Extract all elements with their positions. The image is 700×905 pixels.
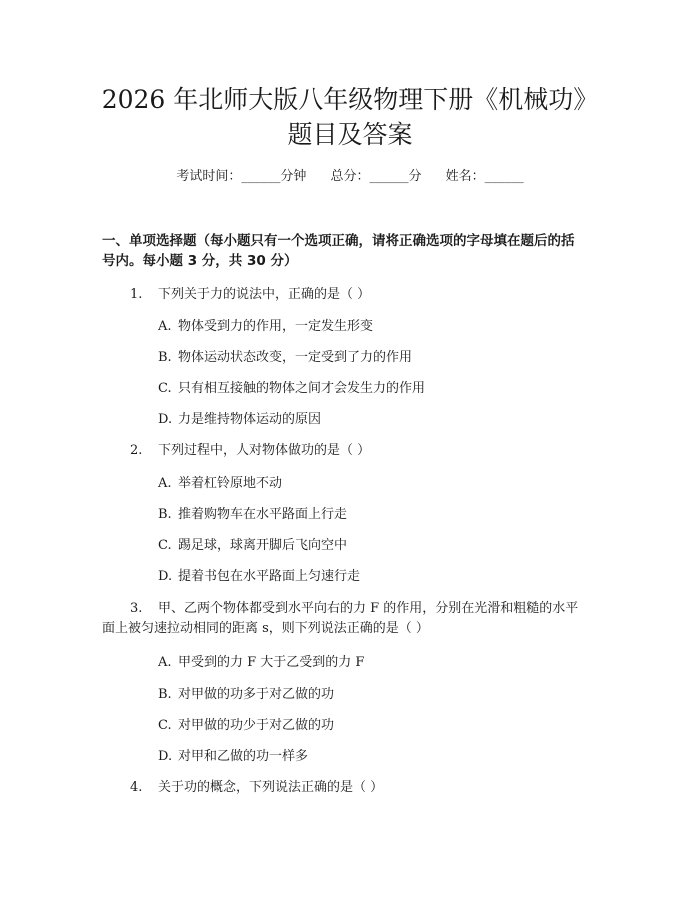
student-name-field: 姓名：______ bbox=[445, 169, 524, 184]
option-letter: A. bbox=[158, 319, 172, 334]
option-letter: B. bbox=[158, 687, 172, 702]
question-number: 2. bbox=[130, 443, 143, 458]
question-1-option-d bbox=[158, 410, 321, 430]
question-3-option-d bbox=[158, 747, 308, 767]
option-letter: D. bbox=[158, 412, 173, 427]
option-letter: D. bbox=[158, 749, 173, 764]
exam-time-field: 考试时间：______分钟 bbox=[176, 169, 307, 184]
question-text: 下列过程中，人对物体做功的是（ ） bbox=[158, 443, 371, 458]
question-2-option-c bbox=[158, 536, 347, 556]
question-number: 1. bbox=[130, 287, 143, 302]
option-letter: C. bbox=[158, 538, 172, 553]
option-text: 举着杠铃原地不动 bbox=[178, 476, 283, 491]
exam-title-line2: 题目及答案 bbox=[287, 120, 413, 149]
option-text: 提着书包在水平路面上匀速行走 bbox=[178, 569, 361, 584]
option-text: 推着购物车在水平路面上行走 bbox=[178, 507, 348, 522]
option-letter: B. bbox=[158, 507, 172, 522]
question-3-line2: 面上被匀速拉动相同的距离 s，则下列说法正确的是（ ） bbox=[102, 621, 429, 636]
question-1 bbox=[130, 285, 370, 305]
option-letter: C. bbox=[158, 381, 172, 396]
option-letter: C. bbox=[158, 718, 172, 733]
question-3-option-a bbox=[158, 653, 364, 673]
option-letter: B. bbox=[158, 350, 172, 365]
question-text: 下列关于力的说法中，正确的是（ ） bbox=[158, 287, 371, 302]
option-text: 踢足球，球离开脚后飞向空中 bbox=[178, 538, 348, 553]
question-text: 关于功的概念，下列说法正确的是（ ） bbox=[158, 780, 384, 795]
option-text: 力是维持物体运动的原因 bbox=[178, 412, 322, 427]
option-letter: A. bbox=[158, 655, 172, 670]
question-2-option-a bbox=[158, 474, 282, 494]
question-text: 甲、乙两个物体都受到水平向右的力 F 的作用，分别在光滑和粗糙的水平 bbox=[158, 601, 579, 616]
question-4 bbox=[130, 778, 383, 798]
option-text: 对甲和乙做的功一样多 bbox=[178, 749, 309, 764]
question-3-option-c bbox=[158, 716, 334, 736]
option-text: 只有相互接触的物体之间才会发生力的作用 bbox=[178, 381, 426, 396]
question-1-option-c bbox=[158, 379, 425, 399]
option-letter: D. bbox=[158, 569, 173, 584]
question-2-option-b bbox=[158, 505, 347, 525]
option-text: 甲受到的力 F 大于乙受到的力 F bbox=[178, 655, 365, 670]
option-letter: A. bbox=[158, 476, 172, 491]
exam-title-line1: 2026 年北师大版八年级物理下册《机械功》 bbox=[101, 85, 599, 114]
section-heading-line2: 号内。每小题 3 分，共 30 分） bbox=[102, 253, 298, 269]
option-text: 物体受到力的作用，一定发生形变 bbox=[178, 319, 374, 334]
question-number: 4. bbox=[130, 780, 143, 795]
section-heading-line1: 一、单项选择题（每小题只有一个选项正确，请将正确选项的字母填在题后的括 bbox=[102, 233, 575, 249]
total-score-field: 总分：______分 bbox=[330, 169, 422, 184]
question-1-option-b bbox=[158, 348, 412, 368]
question-3-line1 bbox=[130, 599, 578, 619]
question-1-option-a bbox=[158, 317, 373, 337]
exam-info-row bbox=[0, 167, 700, 187]
question-number: 3. bbox=[130, 601, 143, 616]
option-text: 对甲做的功少于对乙做的功 bbox=[178, 718, 335, 733]
option-text: 物体运动状态改变，一定受到了力的作用 bbox=[178, 350, 413, 365]
option-text: 对甲做的功多于对乙做的功 bbox=[178, 687, 335, 702]
question-3-option-b bbox=[158, 685, 334, 705]
question-2 bbox=[130, 441, 370, 461]
question-2-option-d bbox=[158, 567, 360, 587]
